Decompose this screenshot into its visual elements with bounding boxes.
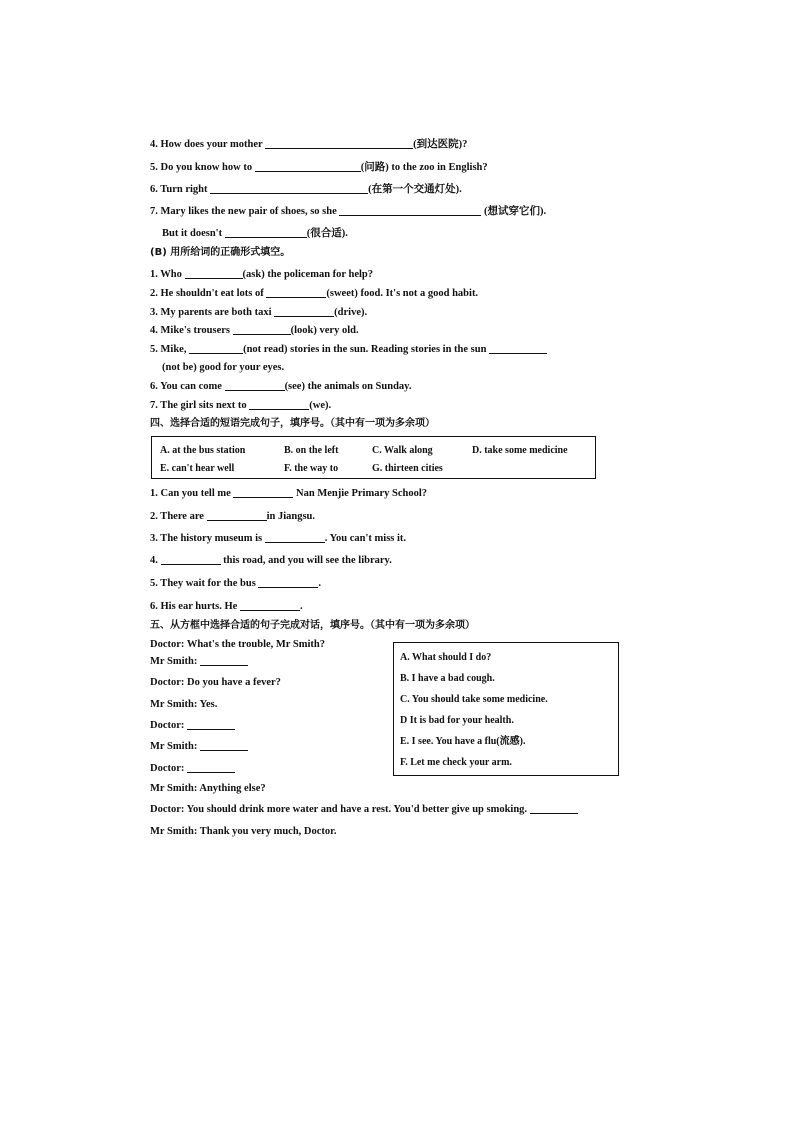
answer-blank[interactable]	[210, 183, 368, 194]
answer-blank[interactable]	[265, 138, 413, 149]
phrase-option-a: A. at the bus station	[160, 445, 246, 456]
phrase-option-d: D. take some medicine	[472, 445, 568, 456]
phrase-option-c: C. Walk along	[372, 445, 433, 456]
answer-blank[interactable]	[185, 268, 243, 279]
question-b6: 6. You can come (see) the animals on Sunday.	[150, 381, 412, 392]
answer-blank[interactable]	[187, 719, 235, 730]
dialogue-line: Mr Smith: Yes.	[150, 699, 218, 710]
answer-blank[interactable]	[274, 306, 334, 317]
dialogue-line: Doctor:	[150, 762, 235, 776]
phrase-option-f: F. the way to	[284, 463, 339, 474]
answer-blank[interactable]	[187, 762, 235, 773]
question-a7: 7. Mary likes the new pair of shoes, so she (想试穿它们).	[150, 206, 547, 217]
answer-blank[interactable]	[258, 577, 318, 588]
question-a6: 6. Turn right (在第一个交通灯处).	[150, 184, 462, 195]
question-4-1: 1. Can you tell me Nan Menjie Primary School?	[150, 488, 427, 499]
answer-blank[interactable]	[225, 227, 307, 238]
dialogue-line: Mr Smith: Thank you very much, Doctor.	[150, 826, 337, 837]
question-4-6: 6. His ear hurts. He .	[150, 601, 303, 612]
answer-blank[interactable]	[266, 287, 326, 298]
answer-blank[interactable]	[161, 554, 221, 565]
answer-blank[interactable]	[489, 343, 547, 354]
question-b2: 2. He shouldn't eat lots of (sweet) food. It's not a good habit.	[150, 288, 479, 299]
sentence-option-a: A. What should I do?	[400, 652, 492, 663]
sentence-option-e: E. I see. You have a flu(流感).	[400, 736, 526, 747]
answer-blank[interactable]	[240, 600, 300, 611]
dialogue-line: Doctor: You should drink more water and have a rest. You'd better give up smoking.	[150, 803, 578, 817]
answer-blank[interactable]	[265, 532, 325, 543]
dialogue-line: Doctor: What's the trouble, Mr Smith?	[150, 639, 325, 650]
question-b7: 7. The girl sits next to (we).	[150, 400, 332, 411]
phrase-option-box	[151, 436, 596, 479]
section-4-heading: 四、选择合适的短语完成句子，填序号。（其中有一项为多余项）	[150, 418, 435, 429]
question-b1: 1. Who (ask) the policeman for help?	[150, 269, 374, 280]
answer-blank[interactable]	[225, 380, 285, 391]
dialogue-line: Mr Smith:	[150, 740, 248, 754]
answer-blank[interactable]	[339, 205, 481, 216]
answer-blank[interactable]	[530, 803, 578, 814]
sentence-option-d: D It is bad for your health.	[400, 715, 514, 726]
question-4-2: 2. There are in Jiangsu.	[150, 511, 316, 522]
question-a7-continued: But it doesn't (很合适).	[162, 228, 348, 239]
question-4-4: 4. this road, and you will see the library.	[150, 555, 392, 566]
question-b4: 4. Mike's trousers (look) very old.	[150, 325, 359, 336]
phrase-option-e: E. can't hear well	[160, 463, 235, 474]
section-b-heading: (B) 用所给词的正确形式填空。	[150, 247, 291, 258]
answer-blank[interactable]	[233, 487, 293, 498]
phrase-option-g: G. thirteen cities	[372, 463, 443, 474]
dialogue-line: Doctor: Do you have a fever?	[150, 677, 281, 688]
sentence-option-b: B. I have a bad cough.	[400, 673, 495, 684]
question-b5-continued: (not be) good for your eyes.	[162, 362, 285, 373]
question-a5: 5. Do you know how to (问路) to the zoo in English?	[150, 162, 488, 173]
section-5-heading: 五、从方框中选择合适的句子完成对话，填序号。（其中有一项为多余项）	[150, 620, 475, 631]
dialogue-line: Mr Smith: Anything else?	[150, 783, 266, 794]
answer-blank[interactable]	[249, 399, 309, 410]
phrase-option-b: B. on the left	[284, 445, 339, 456]
question-4-3: 3. The history museum is . You can't miss it.	[150, 533, 407, 544]
sentence-option-c: C. You should take some medicine.	[400, 694, 548, 705]
sentence-option-box	[393, 642, 619, 776]
question-b5: 5. Mike, (not read) stories in the sun. Reading stories in the sun	[150, 343, 547, 357]
answer-blank[interactable]	[200, 740, 248, 751]
dialogue-line: Doctor:	[150, 719, 235, 733]
answer-blank[interactable]	[189, 343, 243, 354]
dialogue-line: Mr Smith:	[150, 655, 248, 669]
question-b3: 3. My parents are both taxi (drive).	[150, 307, 368, 318]
answer-blank[interactable]	[207, 510, 267, 521]
question-a4: 4. How does your mother (到达医院)?	[150, 139, 468, 150]
answer-blank[interactable]	[200, 655, 248, 666]
sentence-option-f: F. Let me check your arm.	[400, 757, 512, 768]
answer-blank[interactable]	[233, 324, 291, 335]
question-4-5: 5. They wait for the bus .	[150, 578, 322, 589]
answer-blank[interactable]	[255, 161, 361, 172]
